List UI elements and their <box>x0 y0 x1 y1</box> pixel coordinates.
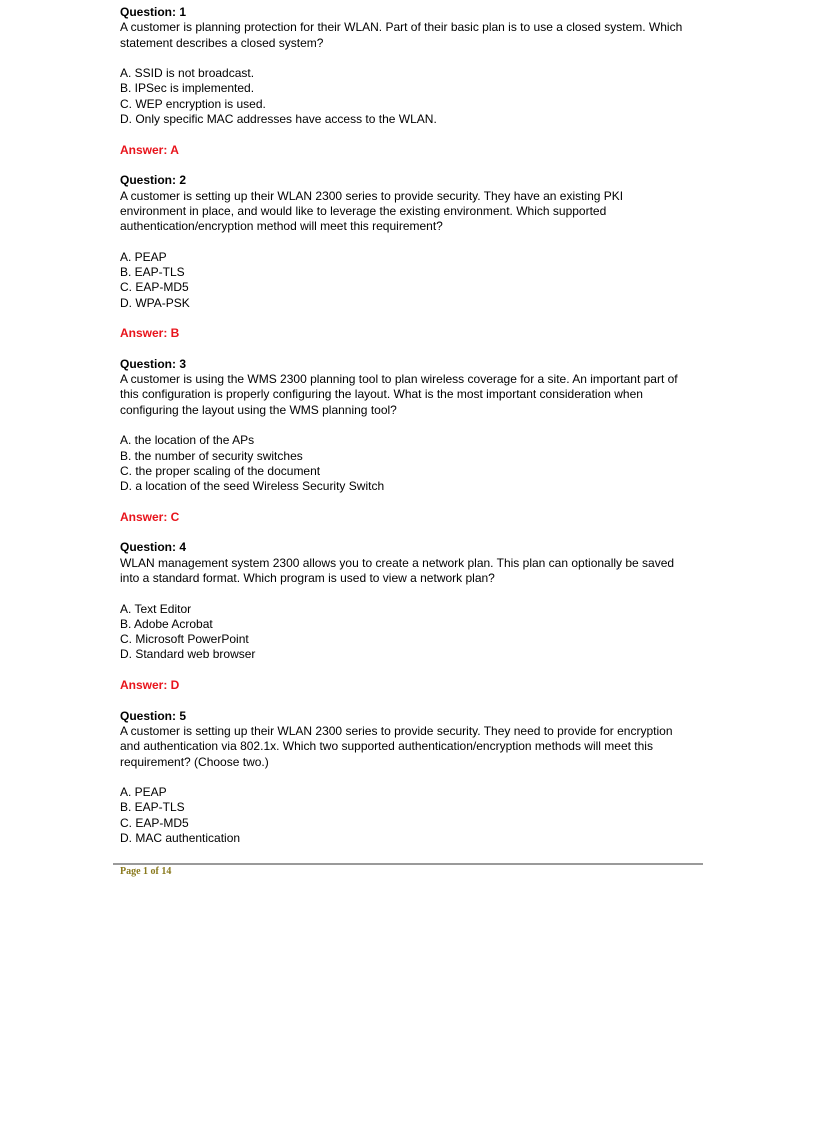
question-block-1 <box>120 5 690 158</box>
question-title: Question: 3 <box>120 356 187 371</box>
question-title: Question: 5 <box>120 708 187 723</box>
question-title: Question: 2 <box>120 173 187 188</box>
answer-label: Answer: A <box>120 142 179 157</box>
question-text: A customer is setting up their WLAN 2300 series to provide security. They have an existing PKI environment in place, and would like to leverage the existing environment. Which supported authentication/encryption method will meet this requirement? <box>120 188 624 234</box>
question-text: A customer is planning protection for their WLAN. Part of their basic plan is to use a closed system. Which statement describes a closed system? <box>120 20 683 50</box>
question-text: WLAN management system 2300 allows you to create a network plan. This plan can optionally be saved into a standard format. Which program is used to view a network plan? <box>120 555 675 585</box>
question-block-3 <box>120 357 690 525</box>
option-c: C. Microsoft PowerPoint <box>120 632 249 647</box>
option-b: B. EAP-TLS <box>120 265 185 280</box>
footer-divider <box>113 863 703 865</box>
option-a: A. PEAP <box>120 249 167 264</box>
question-title: Question: 1 <box>120 5 187 19</box>
option-a: A. PEAP <box>120 785 167 800</box>
option-c: C. EAP-MD5 <box>120 280 189 295</box>
option-c: C. WEP encryption is used. <box>120 96 266 111</box>
question-block-2 <box>120 173 690 341</box>
option-d: D. WPA-PSK <box>120 295 190 310</box>
option-d: D. Only specific MAC addresses have access to the WLAN. <box>120 112 437 127</box>
page-number: Page 1 of 14 <box>120 866 172 877</box>
answer-label: Answer: B <box>120 326 180 341</box>
option-c: C. EAP-MD5 <box>120 815 189 830</box>
option-b: B. the number of security switches <box>120 448 303 463</box>
answer-label: Answer: C <box>120 509 180 524</box>
question-title: Question: 4 <box>120 540 187 555</box>
option-b: B. IPSec is implemented. <box>120 81 255 96</box>
option-d: D. Standard web browser <box>120 647 256 662</box>
option-a: A. SSID is not broadcast. <box>120 66 255 81</box>
option-a: A. the location of the APs <box>120 433 255 448</box>
option-d: D. a location of the seed Wireless Security Switch <box>120 479 385 494</box>
option-b: B. EAP-TLS <box>120 800 185 815</box>
question-text: A customer is setting up their WLAN 2300 series to provide security. They need to provide for encryption and authentication via 802.1x. Which two supported authentication/encryption methods will meet this requirement? (Choose two.) <box>120 723 673 769</box>
option-d: D. MAC authentication <box>120 831 241 846</box>
option-b: B. Adobe Acrobat <box>120 616 213 631</box>
question-block-5 <box>120 709 690 847</box>
question-block-4 <box>120 540 690 693</box>
option-a: A. Text Editor <box>120 601 192 616</box>
question-text: A customer is using the WMS 2300 planning tool to plan wireless coverage for a site. An important part of this configuration is properly configuring the layout. What is the most important consideration when configuring the layout using the WMS planning tool? <box>120 372 678 417</box>
option-c: C. the proper scaling of the document <box>120 463 321 478</box>
answer-label: Answer: D <box>120 678 180 693</box>
page-content <box>120 5 690 846</box>
